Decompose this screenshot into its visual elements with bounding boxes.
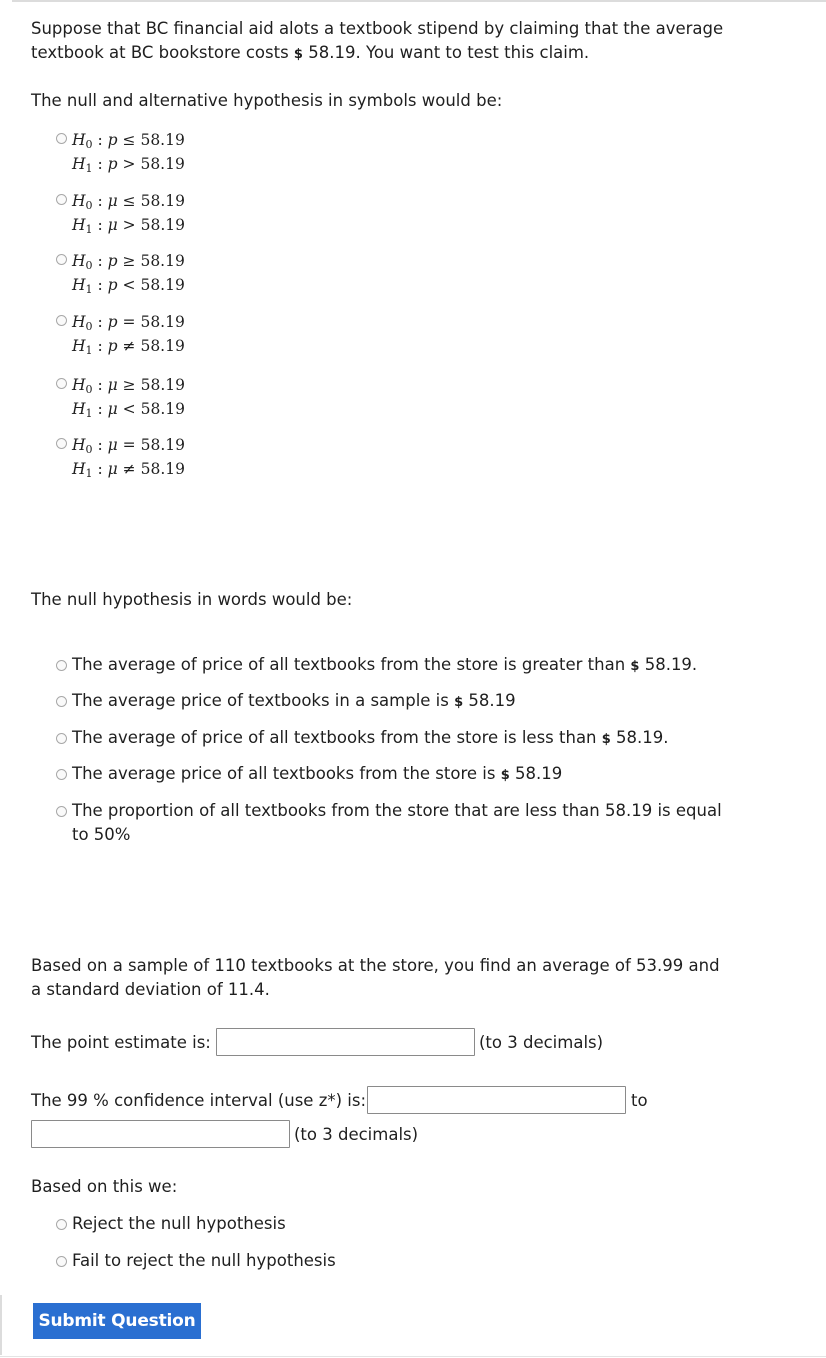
option-text: Fail to reject the null hypothesis <box>72 1251 336 1270</box>
point-estimate-input[interactable] <box>216 1028 475 1056</box>
ci-lower-input[interactable] <box>367 1086 626 1114</box>
radio-button[interactable] <box>56 194 67 205</box>
radio-button[interactable] <box>56 315 67 326</box>
option-text: The average of price of all textbooks from the store is greater than $ 58.19. <box>72 655 698 674</box>
sample-description-line2: a standard deviation of 11.4. <box>31 980 270 999</box>
ci-upper-input[interactable] <box>31 1120 290 1148</box>
sample-description-line1: Based on a sample of 110 textbooks at the store, you find an average of 53.99 and <box>31 956 720 975</box>
decision-option-reject[interactable] <box>56 1212 746 1236</box>
hypothesis-math: $H_0$ : μ = 58.19 $H_1$ : μ ≠ 58.19 <box>72 436 185 480</box>
hypothesis-math: $H_0$ : p = 58.19 $H_1$ : p ≠ 58.19 <box>72 313 185 357</box>
null-words-option-2[interactable] <box>56 689 746 715</box>
null-words-option-4[interactable] <box>56 762 746 788</box>
radio-button[interactable] <box>56 1219 67 1230</box>
radio-button[interactable] <box>56 254 67 265</box>
hypothesis-math: $H_0$ : p ≤ 58.19 $H_1$ : p > 58.19 <box>72 131 185 175</box>
bottom-divider <box>0 1356 826 1357</box>
radio-button[interactable] <box>56 769 67 780</box>
part2-prompt: The null hypothesis in words would be: <box>31 590 353 609</box>
radio-button[interactable] <box>56 133 67 144</box>
radio-button[interactable] <box>56 660 67 671</box>
option-text: The average price of all textbooks from the store is $ 58.19 <box>72 764 563 783</box>
question-intro-line2 <box>31 41 589 67</box>
hypothesis-math: $H_0$ : μ ≤ 58.19 $H_1$ : μ > 58.19 <box>72 192 185 236</box>
option-text: The average of price of all textbooks from the store is less than $ 58.19. <box>72 728 669 747</box>
part1-prompt: The null and alternative hypothesis in symbols would be: <box>31 91 503 110</box>
intro-text-end: 58.19. You want to test this claim. <box>302 43 590 62</box>
decision-option-fail-to-reject[interactable] <box>56 1249 746 1273</box>
point-estimate-suffix: (to 3 decimals) <box>479 1033 604 1052</box>
null-words-option-5[interactable] <box>56 799 746 847</box>
null-words-option-3[interactable] <box>56 726 746 752</box>
ci-to-label: to <box>631 1091 648 1110</box>
left-divider <box>0 1295 2 1355</box>
hypothesis-math: $H_0$ : μ ≥ 58.19 $H_1$ : μ < 58.19 <box>72 376 185 420</box>
radio-button[interactable] <box>56 378 67 389</box>
radio-button[interactable] <box>56 733 67 744</box>
radio-button[interactable] <box>56 696 67 707</box>
radio-button[interactable] <box>56 438 67 449</box>
intro-text: textbook at BC bookstore costs <box>31 43 294 62</box>
option-text-line2: to 50% <box>72 825 131 844</box>
ci-suffix: (to 3 decimals) <box>294 1125 419 1144</box>
option-text: Reject the null hypothesis <box>72 1214 286 1233</box>
radio-button[interactable] <box>56 1256 67 1267</box>
point-estimate-label: The point estimate is: <box>31 1033 211 1052</box>
top-divider <box>12 0 826 2</box>
option-text: The proportion of all textbooks from the store that are less than 58.19 is equal <box>72 801 722 820</box>
radio-button[interactable] <box>56 806 67 817</box>
option-text: The average price of textbooks in a sample is $ 58.19 <box>72 691 516 710</box>
submit-question-button[interactable]: Submit Question <box>33 1303 201 1339</box>
currency-symbol: $ <box>293 47 303 62</box>
ci-label: The 99 % confidence interval (use z*) is: <box>31 1091 367 1110</box>
question-intro-line1: Suppose that BC financial aid alots a textbook stipend by claiming that the average <box>31 19 724 38</box>
decision-prompt: Based on this we: <box>31 1177 178 1196</box>
hypothesis-math: $H_0$ : p ≥ 58.19 $H_1$ : p < 58.19 <box>72 252 185 296</box>
null-words-option-1[interactable] <box>56 653 746 679</box>
